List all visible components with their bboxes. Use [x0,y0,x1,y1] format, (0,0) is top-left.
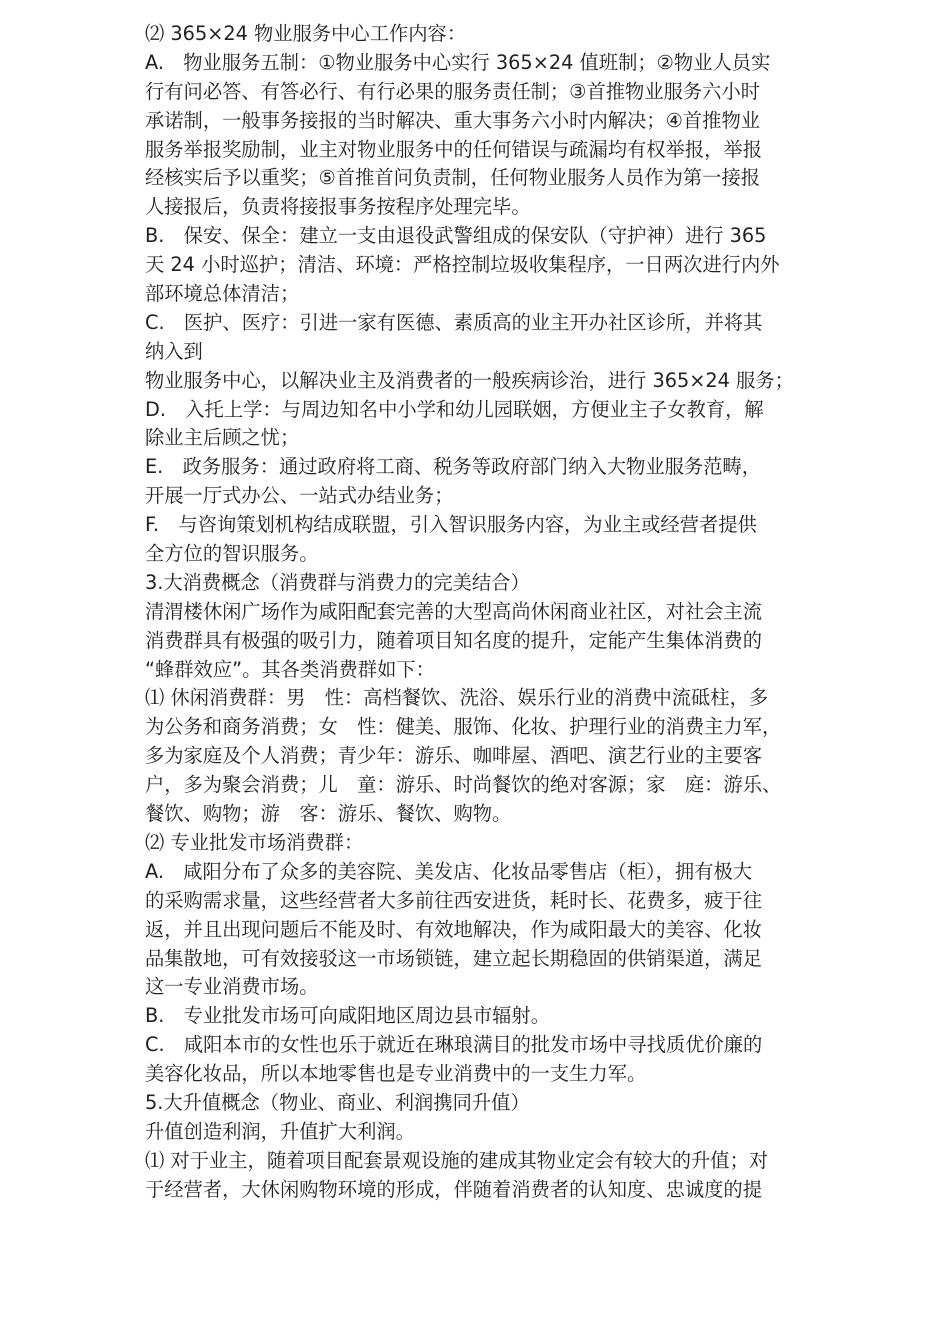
text-line: 行有问必答、有答必行、有行必果的服务责任制；③首推物业服务六小时 [145,79,761,103]
text-line: 升值创造利润，升值扩大利润。 [145,1119,415,1143]
text-line: B. 保安、保全：建立一支由退役武警组成的保安队（守护神）进行 365 [145,224,767,248]
text-line: ⑴ 休闲消费群：男 性：高档餐饮、洗浴、娱乐行业的消费中流砥柱，多 [145,686,769,710]
text-line: B. 专业批发市场可向咸阳地区周边县市辐射。 [145,1004,550,1028]
text-line: 品集散地，可有效接驳这一市场锁链，建立起长期稳固的供销渠道，满足 [145,946,762,970]
text-line: 经核实后予以重奖；⑤首推首问负责制，任何物业服务人员作为第一接报 [145,166,761,190]
section-heading: 3.大消费概念（消费群与消费力的完美结合） [145,570,530,594]
text-line: 开展一厅式办公、一站式办结业务； [145,484,454,508]
text-line: 多为家庭及个人消费；青少年：游乐、咖啡屋、酒吧、演艺行业的主要客 [145,744,762,768]
text-line: C. 医护、医疗：引进一家有医德、素质高的业主开办社区诊所，并将其 [145,310,763,334]
text-line: ⑴ 对于业主，随着项目配套景观设施的建成其物业定会有较大的升值；对 [145,1148,769,1172]
text-line: 人接报后，负责将接报事务按程序处理完毕。 [145,195,531,219]
text-line: 清渭楼休闲广场作为咸阳配套完善的大型高尚休闲商业社区，对社会主流 [145,599,762,623]
text-line: 物业服务中心，以解决业主及消费者的一般疾病诊治，进行 365×24 服务； [145,368,794,392]
text-line: 户，多为聚会消费；儿 童：游乐、时尚餐饮的绝对客源；家 庭：游乐、 [145,773,782,797]
text-line: 承诺制，一般事务接报的当时解决、重大事务六小时内解决；④首推物业 [145,108,761,132]
text-line: 为公务和商务消费；女 性：健美、服饰、化妆、护理行业的消费主力军， [145,715,782,739]
text-line: C. 咸阳本市的女性也乐于就近在琳琅满目的批发市场中寻找质优价廉的 [145,1033,763,1057]
text-line: A. 物业服务五制：①物业服务中心实行 365×24 值班制；②物业人员实 [145,50,771,74]
text-line: 这一专业消费市场。 [145,975,319,999]
text-line: E. 政务服务：通过政府将工商、税务等政府部门纳入大物业服务范畴， [145,455,762,479]
text-line: 美容化妆品，所以本地零售也是专业消费中的一支生力军。 [145,1062,647,1086]
text-line: 餐饮、购物；游 客：游乐、餐饮、购物。 [145,802,512,826]
text-line: 天 24 小时巡护；清洁、环境：严格控制垃圾收集程序，一日两次进行内外 [145,253,780,277]
text-line: 除业主后顾之忧； [145,426,300,450]
text-line: A. 咸阳分布了众多的美容院、美发店、化妆品零售店（柜），拥有极大 [145,859,753,883]
text-line: 消费群具有极强的吸引力，随着项目知名度的提升，定能产生集体消费的 [145,628,762,652]
document-page [145,20,880,1205]
text-line: 全方位的智识服务。 [145,542,319,566]
text-line: D. 入托上学：与周边知名中小学和幼儿园联姻，方便业主子女教育，解 [145,397,764,421]
text-line: ⑵ 365×24 物业服务中心工作内容： [145,22,467,45]
text-line: “蜂群效应”。其各类消费群如下： [145,657,435,681]
text-line: 纳入到 [145,339,203,363]
text-line: F. 与咨询策划机构结成联盟，引入智识服务内容，为业主或经营者提供 [145,513,757,537]
text-line: 于经营者，大休闲购物环境的形成，伴随着消费者的认知度、忠诚度的提 [145,1177,762,1201]
section-heading: 5.大升值概念（物业、商业、利润携同升值） [145,1090,530,1114]
text-line: 的采购需求量，这些经营者大多前往西安进货，耗时长、花费多，疲于往 [145,888,762,912]
text-line: 部环境总体清洁； [145,282,300,306]
text-line: ⑵ 专业批发市场消费群： [145,830,364,854]
text-line: 服务举报奖励制，业主对物业服务中的任何错误与疏漏均有权举报，举报 [145,137,762,161]
text-line: 返，并且出现问题后不能及时、有效地解决，作为咸阳最大的美容、化妆 [145,917,762,941]
